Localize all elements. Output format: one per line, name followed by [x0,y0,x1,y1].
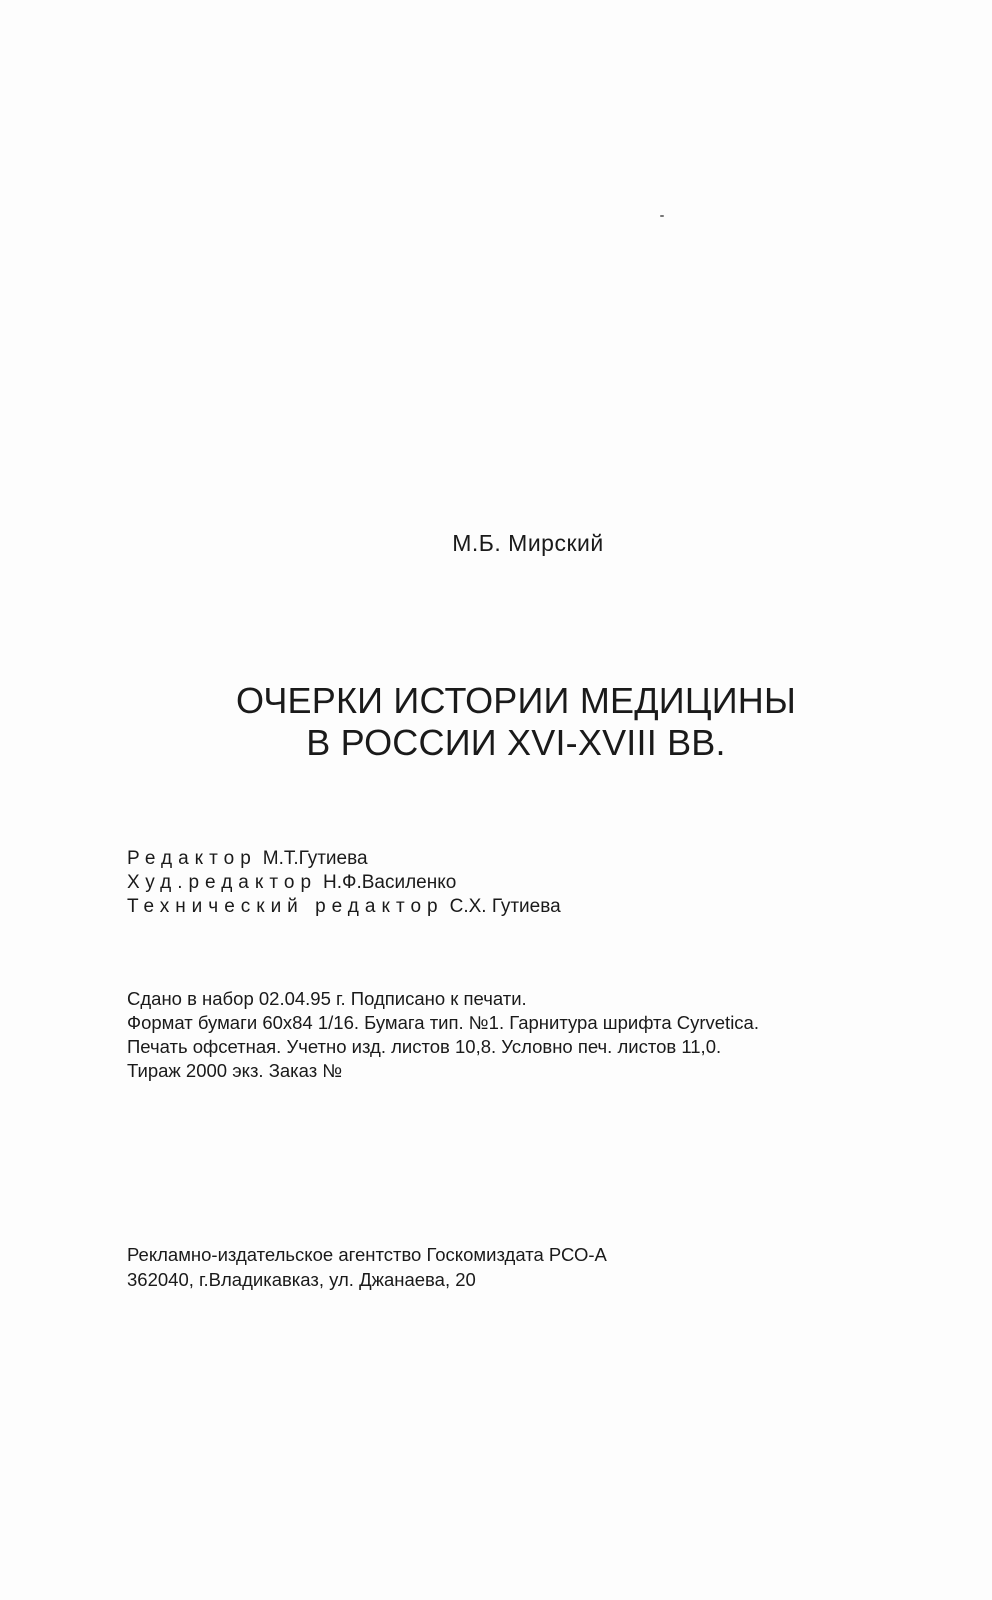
publisher-address: 362040, г.Владикавказ, ул. Джанаева, 20 [127,1269,476,1290]
print-details-line: Формат бумаги 60х84 1/16. Бумага тип. №1. Гарнитура шрифта Cyrvetica. [127,1012,759,1033]
print-details-line: Печать офсетная. Учетно изд. листов 10,8. Условно печ. листов 11,0. [127,1036,722,1057]
credit-art-editor [127,871,561,895]
book-title-line-1: ОЧЕРКИ ИСТОРИИ МЕДИЦИНЫ [235,680,797,721]
author-name: М.Б. Мирский [452,530,604,556]
book-title [0,680,992,764]
book-title-line-2: В РОССИИ XVI-XVIII ВВ. [306,722,726,763]
credit-name: С.Х. Гутиева [449,896,561,917]
editorial-credits [127,847,561,919]
credit-role: Худ.редактор [127,872,318,893]
credit-name: Н.Ф.Василенко [323,872,457,893]
credit-role: Редактор [127,848,257,869]
print-details-line: Тираж 2000 экз. Заказ № [127,1060,343,1081]
credit-name: М.Т.Гутиева [262,848,368,869]
print-details-line: Сдано в набор 02.04.95 г. Подписано к печати. [127,988,527,1009]
credit-editor [127,847,561,871]
publisher-name: Рекламно-издательское агентство Госкомиздата РСО-А [127,1244,607,1265]
credit-role: Технический редактор [127,896,444,917]
credit-technical-editor [127,895,561,919]
print-details [127,987,759,1083]
scan-speck [660,215,664,217]
publisher-info [127,1242,607,1292]
